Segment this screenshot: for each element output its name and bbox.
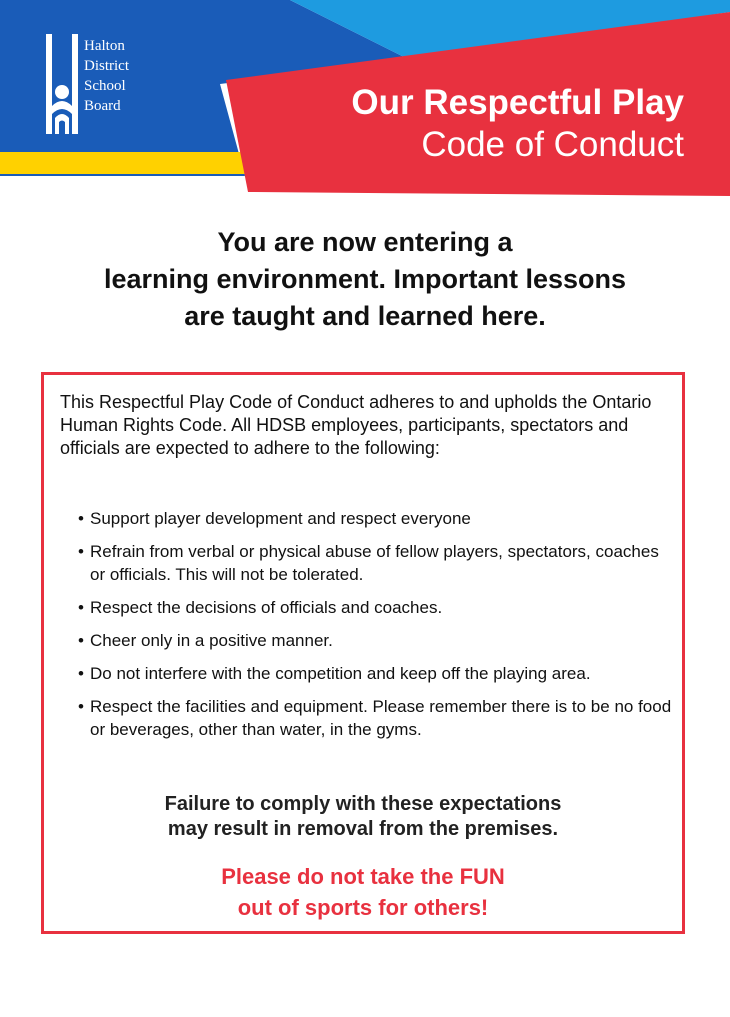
bullet-icon: • [78,697,84,716]
rule-item [78,507,678,530]
logo-line: Board [84,98,121,114]
intro-line: learning environment. Important lessons [103,264,627,294]
rule-text: Refrain from verbal or physical abuse of fellow players, spectators, coaches or officials. This will not be tolerated. [90,542,659,584]
hdsb-figure-logo-icon [44,34,80,136]
rule-text: Cheer only in a positive manner. [90,631,333,650]
fun-line: out of sports for others! [237,895,489,920]
header-banner [0,0,730,200]
warning-line: may result in removal from the premises. [167,818,559,840]
bullet-icon: • [78,509,84,528]
hdsb-logo [44,34,154,138]
rule-text: Respect the decisions of officials and coaches. [90,598,443,617]
logo-line: School [84,78,126,94]
rule-text: Support player development and respect everyone [90,509,471,528]
title-line-2: Code of Conduct [421,125,684,164]
title-line-1: Our Respectful Play [351,83,684,122]
code-lead-paragraph: This Respectful Play Code of Conduct adheres to and upholds the Ontario Human Rights Code. All HDSB employees, participants, spectators and officials are expected to adhere to the following: [60,392,652,458]
intro-line: You are now entering a [217,227,513,257]
rule-item [78,695,678,741]
rule-text: Respect the facilities and equipment. Please remember there is to be no food or beverages, other than water, in the gyms. [90,697,672,739]
intro-line: are taught and learned here. [184,301,546,331]
removal-warning [44,792,682,842]
logo-line: Halton [84,38,125,54]
rule-item [78,596,678,619]
logo-line: District [84,58,129,74]
intro-heading [0,224,730,335]
rule-text: Do not interfere with the competition and keep off the playing area. [90,664,591,683]
logo-wordmark [84,36,129,116]
bullet-icon: • [78,664,84,683]
page-title [351,82,684,166]
bullet-icon: • [78,598,84,617]
bullet-icon: • [78,542,84,561]
rule-item [78,540,678,586]
fun-message [44,861,682,923]
fun-line: Please do not take the FUN [221,864,505,889]
code-of-conduct-box [41,372,685,934]
bullet-icon: • [78,631,84,650]
rules-list [78,507,678,751]
rule-item [78,662,678,685]
warning-line: Failure to comply with these expectations [164,793,562,815]
rule-item [78,629,678,652]
